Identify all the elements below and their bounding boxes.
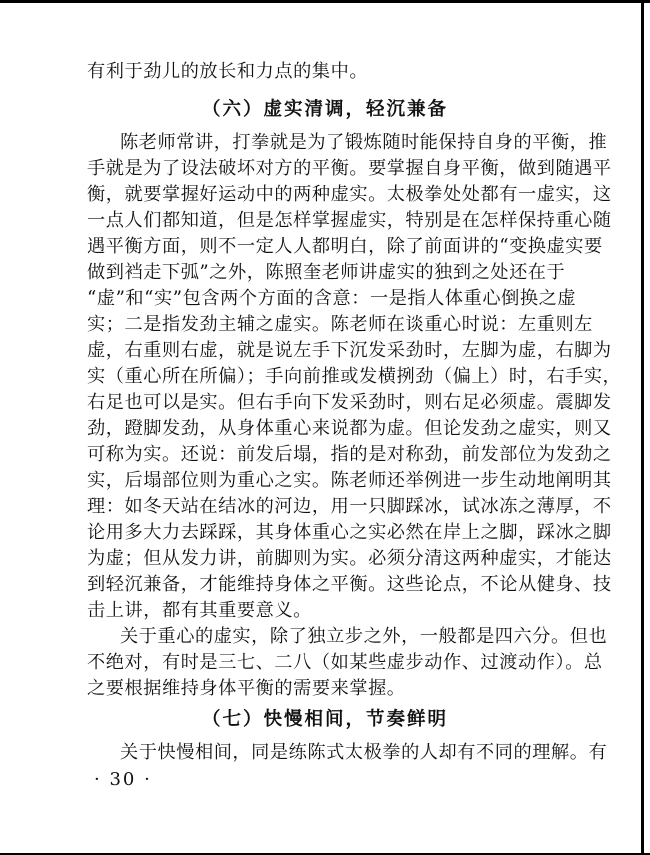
paragraph-line: 做到裆走下弧”之外，陈照奎老师讲虚实的独到之处还在于 bbox=[87, 262, 566, 283]
scan-border-top bbox=[0, 0, 650, 3]
paragraph-line: 关于重心的虚实，除了独立步之外，一般都是四六分。但也 bbox=[120, 626, 608, 647]
paragraph-line: 陈老师常讲，打拳就是为了锻炼随时能保持自身的平衡，推 bbox=[120, 132, 608, 153]
paragraph-line: 为虚；但从发力讲，前脚则为实。必须分清这两种虚实，才能达 bbox=[87, 548, 612, 569]
paragraph-line: 劲，蹬脚发劲，从身体重心来说都为虚。但论发劲之虚实，则又 bbox=[87, 418, 612, 439]
section-7-heading: （七）快慢相间，节奏鲜明 bbox=[201, 709, 448, 730]
section-6-heading: （六）虚实清调，轻沉兼备 bbox=[201, 99, 448, 120]
paragraph-line: 衡，就要掌握好运动中的两种虚实。太极拳处处都有一虚实，这 bbox=[87, 184, 612, 205]
paragraph-line: 到轻沉兼备，才能维持身体之平衡。这些论点，不论从健身、技 bbox=[87, 574, 612, 595]
paragraph-line: 不绝对，有时是三七、二八（如某些虚步动作、过渡动作）。总 bbox=[87, 652, 603, 673]
paragraph-line: 击上讲，都有其重要意义。 bbox=[87, 600, 312, 621]
paragraph-line: 实，后塌部位则为重心之实。陈老师还举例进一步生动地阐明其 bbox=[87, 470, 612, 491]
paragraph-line: 关于快慢相间，同是练陈式太极拳的人却有不同的理解。有 bbox=[120, 742, 608, 763]
paragraph-line: 论用多大力去踩踩，其身体重心之实必然在岸上之脚，踩冰之脚 bbox=[87, 522, 612, 543]
paragraph-line: 可称为实。还说：前发后塌，指的是对称劲，前发部位为发劲之 bbox=[87, 444, 612, 465]
paragraph-line: 实（重心所在所偏）；手向前推或发横挒劲（偏上）时，右手实， bbox=[87, 366, 622, 387]
paragraph-line: “虚”和“实”包含两个方面的含意：一是指人体重心倒换之虚 bbox=[87, 288, 577, 309]
paragraph-line: 实；二是指发劲主辅之虚实。陈老师在谈重心时说：左重则左 bbox=[87, 314, 593, 335]
paragraph-line: 之要根据维持身体平衡的需要来掌握。 bbox=[87, 678, 406, 699]
page-number: · 30 · bbox=[94, 769, 152, 790]
intro-line: 有利于劲儿的放长和力点的集中。 bbox=[87, 61, 369, 82]
paragraph-line: 理：如冬天站在结冰的河边，用一只脚踩冰，试冰冻之薄厚，不 bbox=[87, 496, 612, 517]
paragraph-line: 一点人们都知道，但是怎样掌握虚实，特别是在怎样保持重心随 bbox=[87, 210, 612, 231]
paragraph-line: 虚，右重则右虚，就是说左手下沉发采劲时，左脚为虚，右脚为 bbox=[87, 340, 612, 361]
paragraph-line: 遇平衡方面，则不一定人人都明白，除了前面讲的“变换虚实要 bbox=[87, 236, 603, 257]
paragraph-line: 右足也可以是实。但右手向下发采劲时，则右足必须虚。震脚发 bbox=[87, 392, 612, 413]
paragraph-line: 手就是为了设法破坏对方的平衡。要掌握自身平衡，做到随遇平 bbox=[87, 158, 612, 179]
